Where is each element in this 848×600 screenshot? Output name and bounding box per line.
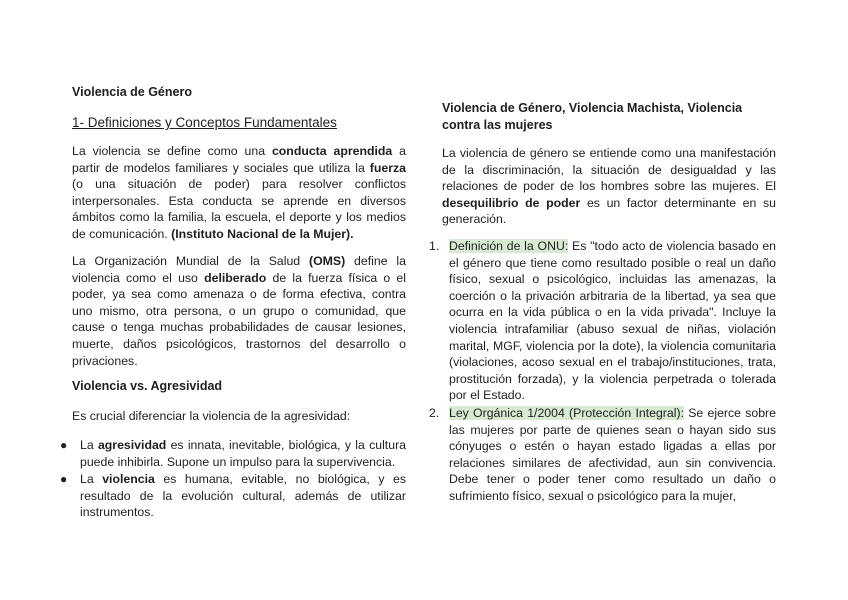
text-run: La violencia se define como una xyxy=(72,144,272,158)
text-run: es un factor determinante en su generación. xyxy=(442,195,776,227)
bold-text: fuerza xyxy=(369,160,406,175)
text-run: La Organización Mundial de la Salud xyxy=(72,254,309,268)
list-item-text: Se ejerce sobre las mujeres por parte de quienes sean o hayan sido sus cónyuges o estén o hayan estado ligadas a ellas por relaciones similares de afectividad, aun sin convivencia. Debe tener o poder tener como resultado un daño o sufrimiento físico, sexual o psicológico para la mujer, xyxy=(449,405,776,503)
list-item-text xyxy=(80,472,406,519)
bold-text: (OMS) xyxy=(309,254,346,268)
text-run: La xyxy=(80,472,103,487)
highlighted-label: Definición de la ONU: xyxy=(449,239,569,253)
section-heading: 1- Definiciones y Conceptos Fundamentales xyxy=(72,115,337,130)
list-item xyxy=(429,238,776,404)
list-item-text xyxy=(80,438,406,469)
highlighted-label: Ley Orgánica 1/2004 (Protección Integral): xyxy=(449,405,684,420)
subsection-heading: Violencia vs. Agresividad xyxy=(72,379,223,393)
paragraph-oms xyxy=(72,253,406,369)
document-title: Violencia de Género xyxy=(72,85,192,99)
bullet-icon: ● xyxy=(60,438,68,452)
text-run: La xyxy=(80,438,98,452)
list-item xyxy=(60,471,406,521)
text-run: es innata, inevitable, biológica, y la cultura puede inhibirla. Supone un impulso para la supervivencia. xyxy=(80,438,406,469)
bullet-list xyxy=(60,437,406,522)
right-heading: Violencia de Género, Violencia Machista, Violencia contra las mujeres xyxy=(442,101,743,132)
bullet-icon: ● xyxy=(60,472,68,487)
bold-text: conducta aprendida xyxy=(271,144,393,158)
list-number: 1. xyxy=(429,239,440,253)
paragraph-definition xyxy=(72,143,406,243)
bold-text: agresividad xyxy=(97,438,167,452)
numbered-list xyxy=(429,238,776,505)
text-run: es humana, evitable, no biológica, y es resultado de la evolución cultural, además de utilizar instrumentos. xyxy=(80,472,406,520)
text-run: a partir de modelos familiares y sociales que utiliza la xyxy=(72,144,406,175)
bold-text: desequilibrio de poder xyxy=(442,195,581,210)
text-run: La violencia de género se entiende como una manifestación de la discriminación, la situación de desigualdad y las relaciones de poder de los hombres sobre las mujeres. El xyxy=(442,146,776,194)
text-run: (o una situación de poder) para resolver conflictos interpersonales. Esta conducta se aprende en diversos ámbitos como la familia, la escuela, el deporte y los medios de comunicación. xyxy=(72,177,406,241)
text-run: de la fuerza física o el poder, ya sea como amenaza o de forma efectiva, contra uno mismo, otra persona, o un grupo o comunidad, que cause o tenga muchas probabilidades de causar lesiones, muerte, daños psicológicos, trastornos del desarrollo o privaciones. xyxy=(72,270,407,368)
bold-text: violencia xyxy=(102,472,155,487)
bold-text: deliberado xyxy=(204,270,267,285)
text-run: define la violencia como el uso xyxy=(72,254,406,285)
list-item xyxy=(429,405,776,505)
list-number: 2. xyxy=(429,405,440,420)
paragraph-gender-violence xyxy=(442,145,776,228)
paragraph-intro: Es crucial diferenciar la violencia de la agresividad: xyxy=(72,409,351,423)
list-item-text: Es "todo acto de violencia basado en el género que tiene como resultado posible o real un daño físico, sexual o psicológico, incluidas las amenazas, la coerción o la privación arbitraria de la libertad, ya sea que ocurra en la vida pública o en la vida privada". Incluye la violencia intrafamiliar (abuso sexual de niñas, violación marital, MGF, violencia por la dote), la violencia comunitaria (violaciones, acoso sexual en el trabajo/instituciones, trata, prostitución forzada), y la violencia perpetrada o tolerada por el Estado. xyxy=(449,239,776,403)
list-item xyxy=(60,437,406,470)
bold-text: (Instituto Nacional de la Mujer). xyxy=(171,226,354,241)
